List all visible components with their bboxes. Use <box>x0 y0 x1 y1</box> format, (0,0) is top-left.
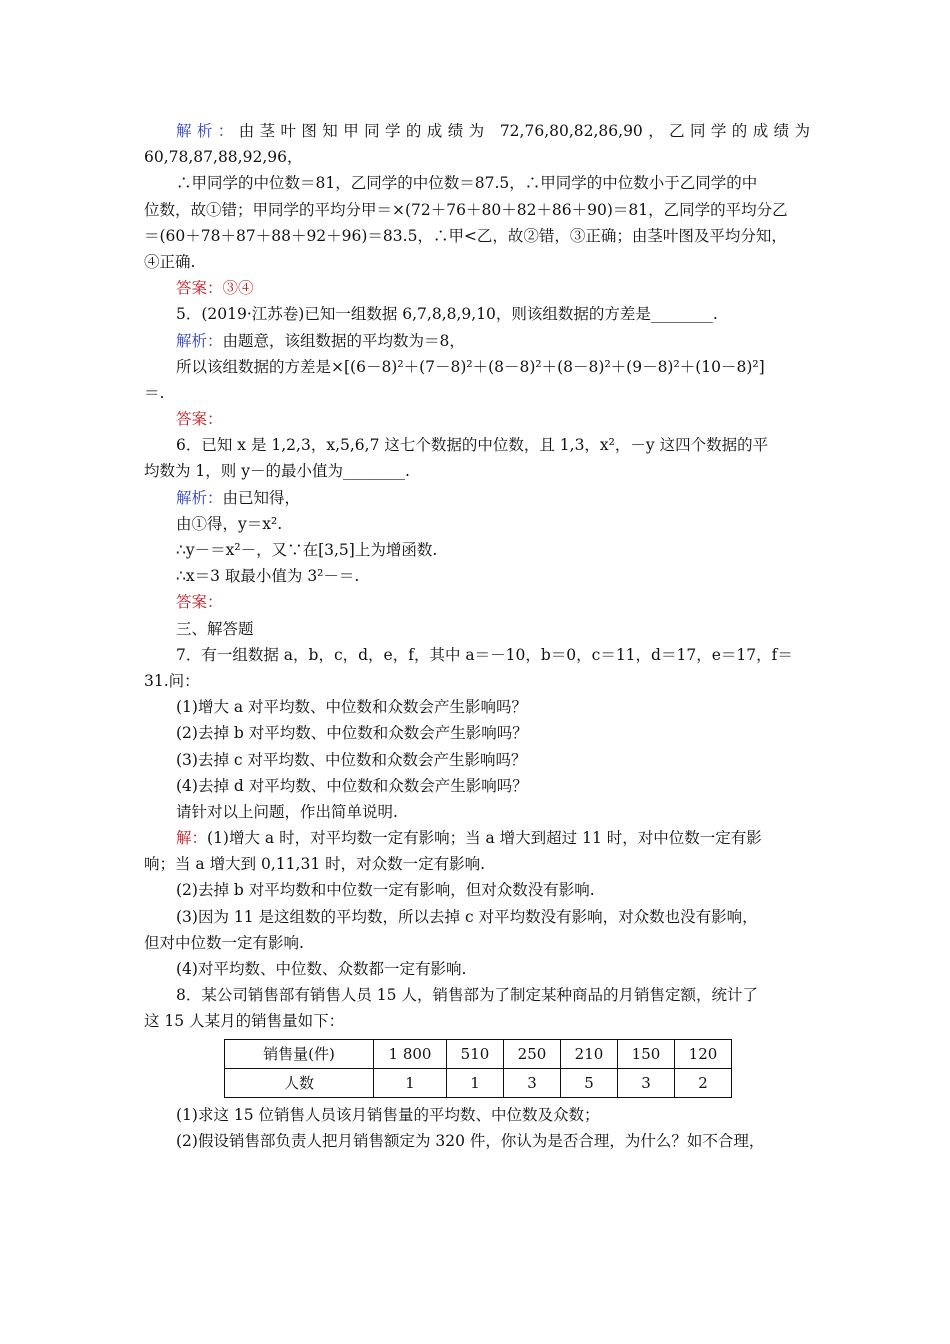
q6-analysis-line-2: 由①得，y＝x². <box>176 514 283 533</box>
table-cell: 120 <box>675 1039 732 1068</box>
q4-analysis-line-3: ∴甲同学的中位数＝81，乙同学的中位数＝87.5，∴甲同学的中位数小于乙同学的中 <box>176 174 758 193</box>
q5-question: 5．(2019·江苏卷)已知一组数据 6,7,8,8,9,10，则该组数据的方差是________. <box>176 305 718 324</box>
q6-analysis-line-1: 解析：由已知得， <box>176 488 301 507</box>
q6-answer <box>144 589 810 615</box>
table-cell: 2 <box>675 1068 732 1097</box>
q7-sub-question-3: (3)去掉 c 对平均数、中位数和众数会产生影响吗？ <box>176 750 527 769</box>
q4-answer-value: ③④ <box>222 279 254 298</box>
table-header-sales: 销售量(件) <box>225 1039 374 1068</box>
q4-answer-label: 答案： <box>176 279 223 298</box>
q5-analysis-line-1: 解析：由题意，该组数据的平均数为＝8， <box>176 331 465 350</box>
q4-analysis-line-1: 解析：由茎叶图知甲同学的成绩为 72,76,80,82,86,90，乙同学的成绩为 <box>176 122 810 140</box>
q7-solution-2: (2)去掉 b 对平均数和中位数一定有影响，但对众数没有影响. <box>176 881 595 900</box>
q7-question-line-1: 7．有一组数据 a，b，c，d，e，f，其中 a＝－10，b＝0，c＝11，d＝17，e＝17，f＝ <box>176 645 793 664</box>
q4-analysis-line-4: 位数，故①错；甲同学的平均分甲＝×(72＋76＋80＋82＋86＋90)＝81，乙同学的平均分乙 <box>144 200 788 219</box>
table-cell: 510 <box>447 1039 504 1068</box>
q4-analysis-line-6: ④正确. <box>144 252 196 271</box>
q7-question-line-2: 31.问： <box>144 671 200 690</box>
q4-analysis-label: 解析： <box>176 122 239 140</box>
q8-sub-question-1: (1)求这 15 位销售人员该月销售量的平均数、中位数及众数； <box>176 1105 600 1124</box>
table-cell: 1 <box>447 1068 504 1097</box>
table-cell: 3 <box>504 1068 561 1097</box>
q7-solution-4: (4)对平均数、中位数、众数都一定有影响. <box>176 960 467 978</box>
q4-analysis-line-5: ＝(60＋78＋87＋88＋92＋96)＝83.5，∴甲<乙，故②错，③正确；由茎叶图及平均分知， <box>144 226 787 245</box>
q5-analysis-line-2: 所以该组数据的方差是×[(6－8)²＋(7－8)²＋(8－8)²＋(8－8)²＋(9－8)²＋(10－8)²] <box>176 357 765 376</box>
q7-sub-question-4: (4)去掉 d 对平均数、中位数和众数会产生影响吗？ <box>176 776 528 795</box>
q5-analysis-line-3: ＝. <box>144 383 165 402</box>
table-cell: 1 <box>374 1068 447 1097</box>
q5-answer-label: 答案： <box>176 410 223 429</box>
q8-question-line-1: 8．某公司销售部有销售人员 15 人，销售部为了制定某种商品的月销售定额，统计了 <box>176 986 758 1005</box>
table-cell: 3 <box>618 1068 675 1097</box>
q7-solution-1-line-2: 响；当 a 增大到 0,11,31 时，对众数一定有影响. <box>144 855 486 874</box>
q5-answer <box>144 406 810 432</box>
q7-sub-question-1: (1)增大 a 对平均数、中位数和众数会产生影响吗？ <box>176 698 528 717</box>
table-cell: 1 800 <box>374 1039 447 1068</box>
q6-analysis-line-3: ∴y－＝x²－，又∵在[3,5]上为增函数. <box>176 541 438 559</box>
q6-question-line-1: 6．已知 x 是 1,2,3，x,5,6,7 这七个数据的中位数，且 1,3，x²，－y 这四个数据的平 <box>176 436 769 455</box>
section-title: 三、解答题 <box>176 619 254 638</box>
table-cell: 150 <box>618 1039 675 1068</box>
table-cell: 210 <box>561 1039 618 1068</box>
document-page <box>144 118 810 1154</box>
q4-answer <box>144 275 810 301</box>
q4-analysis-line-2: 60,78,87,88,92,96， <box>144 148 303 167</box>
q6-analysis-label: 解析： <box>176 488 223 507</box>
q5-analysis-label: 解析： <box>176 331 223 350</box>
table-row-people <box>225 1068 732 1097</box>
q6-answer-label: 答案： <box>176 593 223 612</box>
q7-solution-3-line-1: (3)因为 11 是这组数的平均数，所以去掉 c 对平均数没有影响，对众数也没有影响， <box>176 907 758 926</box>
q8-sub-question-2: (2)假设销售部负责人把月销售额定为 320 件，你认为是否合理，为什么？如不合理， <box>176 1131 765 1150</box>
table-cell: 5 <box>561 1068 618 1097</box>
table-row-sales <box>225 1039 732 1068</box>
sales-table <box>224 1039 732 1098</box>
q6-question-line-2: 均数为 1，则 y－的最小值为________. <box>144 462 410 481</box>
q7-solution-3-line-2: 但对中位数一定有影响. <box>144 933 304 952</box>
q7-solution-label: 解： <box>176 829 208 848</box>
q7-sub-question-2: (2)去掉 b 对平均数、中位数和众数会产生影响吗？ <box>176 724 528 743</box>
q8-question-line-2: 这 15 人某月的销售量如下： <box>144 1012 345 1031</box>
q7-instruction: 请针对以上问题，作出简单说明. <box>176 802 398 821</box>
q7-solution-1-line-1: 解：(1)增大 a 时，对平均数一定有影响；当 a 增大到超过 11 时，对中位数一定有影 <box>176 829 762 848</box>
table-header-people: 人数 <box>225 1068 374 1097</box>
table-cell: 250 <box>504 1039 561 1068</box>
q6-analysis-line-4: ∴x＝3 取最小值为 3²－＝. <box>176 567 360 586</box>
